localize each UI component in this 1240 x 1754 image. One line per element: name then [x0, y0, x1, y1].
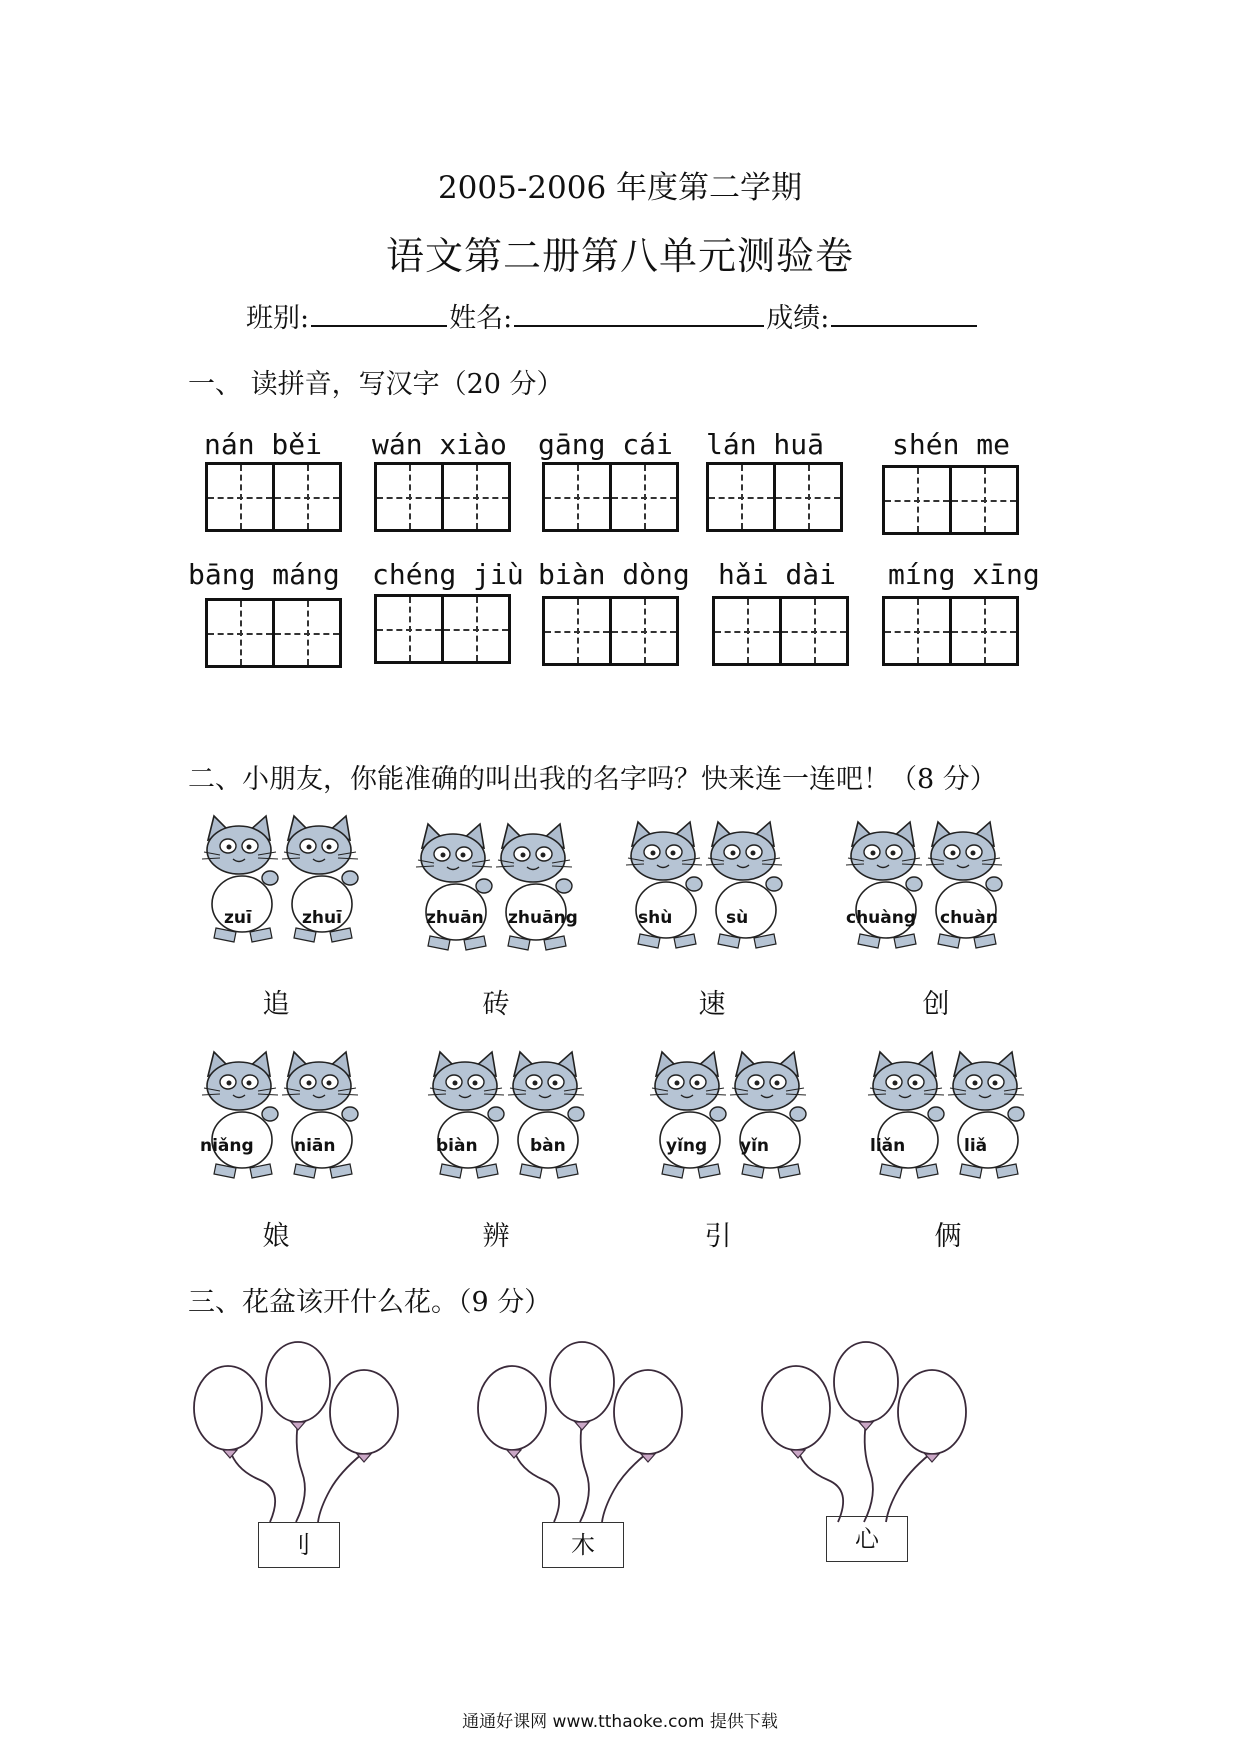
cat-pinyin: chuàng	[846, 908, 917, 928]
cat-pair	[622, 818, 792, 958]
pinyin-label: biàn dòng	[538, 558, 690, 591]
balloon-cluster	[190, 1340, 430, 1540]
cat-pair	[646, 1048, 816, 1188]
pinyin-label: míng xīng	[888, 558, 1040, 591]
cat-illustration	[198, 812, 368, 952]
flower-pot-box	[258, 1522, 340, 1568]
balloon-cluster	[758, 1340, 998, 1540]
writing-grid[interactable]	[205, 462, 342, 532]
cat-illustration	[646, 1048, 816, 1188]
pinyin-label: chéng jiù	[372, 558, 524, 591]
cat-illustration	[622, 818, 792, 958]
section3-heading: 三、花盆该开什么花。（9 分）	[188, 1287, 552, 1318]
cat-pinyin: zhuān	[426, 908, 484, 928]
cat-pair	[198, 812, 368, 952]
writing-grid[interactable]	[712, 596, 849, 666]
cat-pinyin: sù	[726, 908, 749, 928]
cat-illustration	[842, 818, 1012, 958]
cat-pair	[412, 820, 582, 960]
pinyin-label: shén me	[892, 428, 1011, 461]
pinyin-label: nán běi	[204, 428, 323, 461]
cat-pinyin: yǐng	[666, 1136, 708, 1156]
cat-illustration	[864, 1048, 1034, 1188]
exam-term: 2005-2006 年度第二学期	[437, 170, 803, 206]
cat-pinyin: yǐn	[740, 1136, 770, 1156]
cat-pinyin: liǎ	[964, 1136, 988, 1156]
writing-grid[interactable]	[374, 462, 511, 532]
balloon-illustration	[758, 1340, 998, 1540]
target-character: 引	[704, 1221, 732, 1252]
writing-grid[interactable]	[882, 596, 1019, 666]
writing-grid[interactable]	[882, 465, 1019, 535]
cat-pinyin: niān	[294, 1136, 336, 1156]
section2-heading: 二、小朋友，你能准确的叫出我的名字吗？快来连一连吧！（8 分）	[188, 764, 997, 795]
student-info-line	[246, 296, 979, 335]
writing-grid[interactable]	[706, 462, 843, 532]
cat-pair	[198, 1048, 368, 1188]
target-character: 速	[698, 989, 726, 1020]
balloon-cluster	[474, 1340, 714, 1540]
cat-pinyin: zuī	[224, 908, 252, 928]
cat-pair	[842, 818, 1012, 958]
pinyin-label: hǎi dài	[718, 558, 837, 591]
target-character: 俩	[934, 1221, 962, 1252]
cat-pinyin: chuàn	[940, 908, 998, 928]
writing-grid[interactable]	[542, 596, 679, 666]
flower-pot-box	[826, 1516, 908, 1562]
exam-title: 语文第二册第八单元测验卷	[385, 234, 854, 278]
cat-pinyin: shù	[638, 908, 673, 928]
radical-label: 刂	[287, 1531, 311, 1559]
pinyin-label: bāng máng	[188, 558, 340, 591]
writing-grid[interactable]	[374, 594, 511, 664]
cat-pinyin: zhuāng	[508, 908, 578, 928]
balloon-illustration	[474, 1340, 714, 1540]
class-label: 班别:	[246, 303, 310, 334]
writing-grid[interactable]	[205, 598, 342, 668]
radical-label: 木	[571, 1531, 595, 1559]
section1-heading: 一、 读拼音，写汉字（20 分）	[188, 369, 564, 400]
class-blank[interactable]	[311, 301, 447, 327]
target-character: 娘	[262, 1221, 290, 1252]
cat-pinyin: zhuī	[302, 908, 342, 928]
cat-pinyin: liǎn	[870, 1136, 906, 1156]
writing-grid[interactable]	[542, 462, 679, 532]
flower-pot-box	[542, 1522, 624, 1568]
target-character: 砖	[482, 989, 510, 1020]
cat-illustration	[412, 820, 582, 960]
cat-pinyin: niǎng	[200, 1136, 254, 1156]
pinyin-label: lán huā	[706, 428, 825, 461]
cat-pinyin: biàn	[436, 1136, 478, 1156]
cat-pinyin: bàn	[530, 1136, 566, 1156]
cat-pair	[864, 1048, 1034, 1188]
name-label: 姓名:	[449, 303, 513, 334]
cat-illustration	[424, 1048, 594, 1188]
pinyin-label: wán xiào	[372, 428, 507, 461]
cat-illustration	[198, 1048, 368, 1188]
balloon-illustration	[190, 1340, 430, 1540]
footer-credit: 通通好课网 www.tthaoke.com 提供下载	[462, 1712, 778, 1732]
target-character: 辨	[482, 1221, 510, 1252]
score-label: 成绩:	[766, 303, 830, 334]
radical-label: 心	[855, 1525, 879, 1553]
target-character: 追	[262, 989, 290, 1020]
cat-pair	[424, 1048, 594, 1188]
pinyin-label: gāng cái	[538, 428, 673, 461]
name-blank[interactable]	[514, 301, 764, 327]
target-character: 创	[922, 989, 950, 1020]
score-blank[interactable]	[831, 301, 977, 327]
